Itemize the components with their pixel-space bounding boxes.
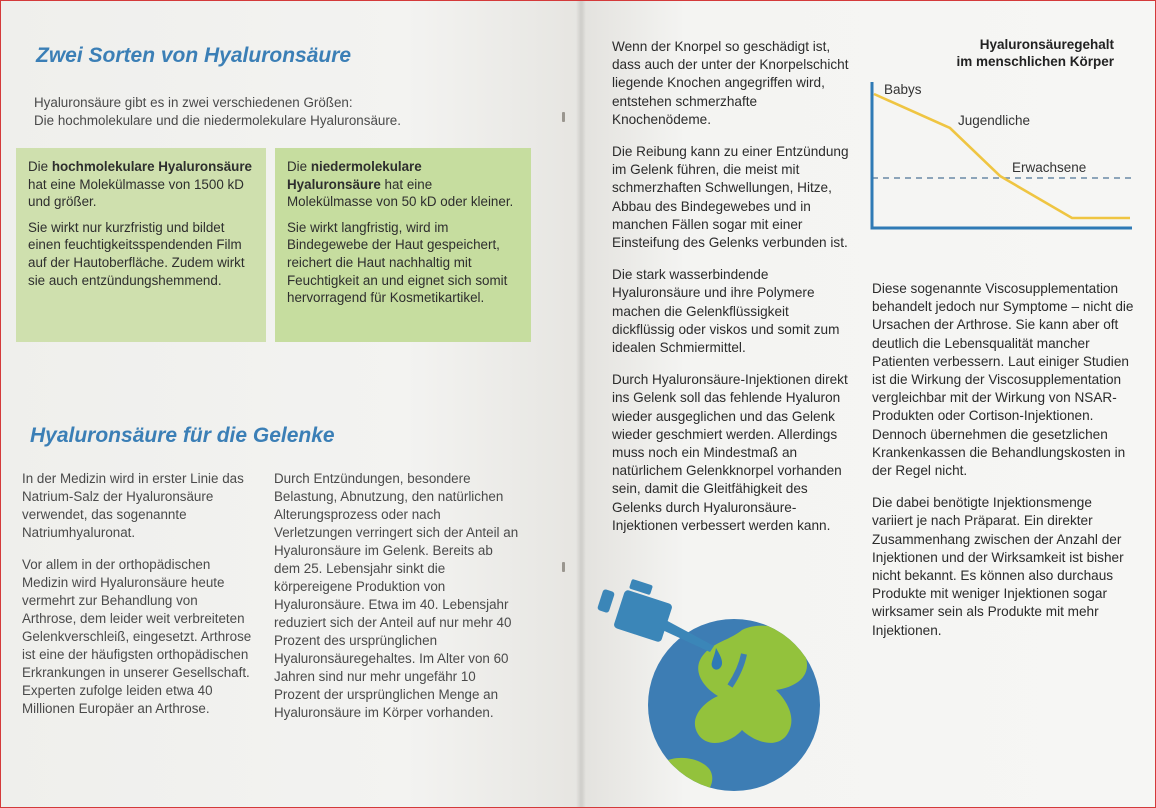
box-low-rest: hat eine Molekülmasse von 50 kD oder kleiner. [287, 176, 514, 210]
box-high-bold: hochmolekulare Hyaluronsäure [51, 159, 253, 174]
intro-line-2: Die hochmolekulare und die niedermolekulare Hyaluronsäure. [34, 113, 401, 128]
oil-can-icon [597, 579, 714, 652]
chart-title-line-2: im menschlichen Körper [956, 54, 1114, 69]
right-col1-para4: Durch Hyaluronsäure-Injektionen direkt ins Gelenk soll das fehlende Hyaluron wieder ausgeglichen und das Gelenk wieder geschmiert werden. Allerdings muss noch ein Mindestmaß an natürlichem Gelenkknorpel vorhanden sein, damit die Gleitfähigkeit des Gelenks durch Hyaluronsäure-Injektionen verbessert werden kann. [612, 372, 848, 533]
staple-top [562, 112, 565, 122]
label-erwachsene: Erwachsene [1012, 160, 1087, 175]
right-column-2 [872, 280, 1134, 640]
chart-axes [872, 82, 1132, 228]
box-low-bold: niedermolekulare Hyaluronsäure [287, 159, 422, 192]
right-col1-para1: Wenn der Knorpel so geschädigt ist, dass auch der unter der Knorpelschicht liegende Knochen angegriffen wird, entstehen schmerzhafte Knochenödeme. [612, 39, 849, 127]
label-babys: Babys [884, 82, 922, 97]
intro-line-1: Hyaluronsäure gibt es in zwei verschiedenen Größen: [34, 95, 353, 110]
box-high-para1 [28, 158, 254, 211]
box-hochmolekulare [16, 148, 266, 342]
label-jugendliche: Jugendliche [958, 113, 1031, 128]
col2-para1: Durch Entzündungen, besondere Belastung, Abnutzung, den natürlichen Alterungsprozess oder nach Verletzungen verringert sich der Anteil an Hyaluronsäure im Gelenk. Bereits ab dem 25. Lebensjahr sinkt die körpereigene Produktion von Hyaluronsäure. Etwa im 40. Lebensjahr reduziert sich der Anteil auf nur mehr 40 Prozent des ursprünglichen Hyaluronsäuregehaltes. Im Alter von 60 Jahren sind nur mehr ungefähr 10 Prozent der ursprünglichen Menge an Hyaluronsäure im Körper vorhanden. [274, 471, 519, 720]
right-column-1 [612, 38, 852, 535]
right-page [582, 0, 1156, 808]
chart-title [882, 36, 1114, 70]
right-col1-para2: Die Reibung kann zu einer Entzündung im Gelenk führen, die meist mit schmerzhaften Schwellungen, Hitze, Abbau des Bindegewebes und in manchen Fällen sogar mit einer Einsteifung des Gelenks verbunden ist. [612, 144, 849, 251]
box-high-para2: Sie wirkt nur kurzfristig und bildet einen feuchtigkeitsspendenden Film auf der Hautoberfläche. Zudem wirkt sie auch entzündungshemmend. [28, 219, 245, 288]
box-low-prefix: Die [287, 159, 311, 174]
right-col2-para1: Diese sogenannte Viscosupplementation behandelt jedoch nur Symptome – nicht die Ursachen der Arthrose. Sie kann aber oft deutlich die Lebensqualität mancher Patienten verbessern. Laut einiger Studien ist die Wirkung der Viscosupplementation vergleichbar mit der Wirkung von NSAR-Produkten oder Cortison-Injektionen. Dennoch übernehmen die gesetzlichen Krankenkassen die Behandlungskosten in der Regel nicht. [872, 281, 1134, 479]
globe-with-oil-can-icon [592, 570, 852, 800]
col1-para1: In der Medizin wird in erster Linie das Natrium-Salz der Hyaluronsäure verwendet, das sogenannte Natriumhyaluronat. [22, 471, 244, 540]
box-high-rest: hat eine Molekülmasse von 1500 kD und größer. [28, 176, 244, 210]
right-col1-para3: Die stark wasserbindende Hyaluronsäure und ihre Polymere machen die Gelenkflüssigkeit dickflüssig oder viskos und somit zum idealen Schmiermittel. [612, 267, 840, 356]
box-niedermolekulare [275, 148, 531, 342]
heading-zwei-sorten: Zwei Sorten von Hyaluronsäure [36, 44, 352, 67]
book-spine [576, 0, 586, 808]
left-column-2 [274, 470, 522, 722]
col1-para2: Vor allem in der orthopädischen Medizin wird Hyaluronsäure heute vermehrt zur Behandlung von Arthrose, dem leider weit verbreiteten Gelenkverschleiß, eingesetzt. Arthrose ist eine der häufigsten orthopädischen Erkrankungen in unserer Gesellschaft. Experten zufolge leiden etwa 40 Millionen Europäer an Arthrose. [22, 557, 252, 716]
box-high-prefix: Die [28, 159, 52, 174]
left-column-1 [22, 470, 254, 718]
hyaluron-chart [862, 76, 1134, 236]
box-low-para2: Sie wirkt langfristig, wird im Bindegewebe der Haut gespeichert, reichert die Haut nachhaltig mit Feuchtigkeit an und eignet sich somit hervorragend für Kosmetikartikel. [287, 219, 508, 306]
box-low-para1 [287, 158, 519, 211]
right-col2-para2: Die dabei benötigte Injektionsmenge variiert je nach Präparat. Ein direkter Zusammenhang zwischen der Anzahl der Injektionen und der Wirksamkeit ist bisher nicht bekannt. Es können also durchaus Produkte mit weniger Injektionen sogar wirksamer sein als Produkte mit mehr Injektionen. [872, 495, 1124, 638]
heading-gelenke: Hyaluronsäure für die Gelenke [30, 424, 335, 447]
chart-title-line-1: Hyaluronsäuregehalt [979, 37, 1114, 52]
staple-bottom [562, 562, 565, 572]
